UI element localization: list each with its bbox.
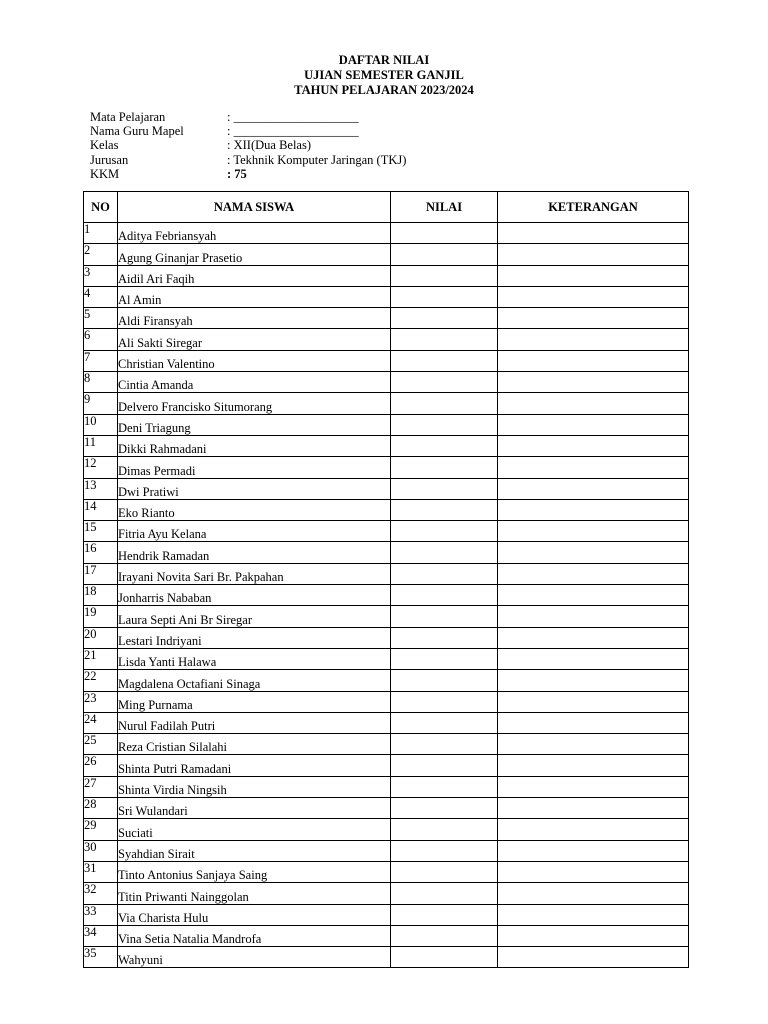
table-row <box>84 499 689 520</box>
score-cell <box>391 585 498 606</box>
score-cell <box>391 223 498 244</box>
student-name: Deni Triagung <box>118 414 391 435</box>
row-number: 2 <box>84 244 118 265</box>
notes-cell <box>498 265 689 286</box>
row-number: 33 <box>84 904 118 925</box>
score-cell <box>391 350 498 371</box>
row-number: 14 <box>84 499 118 520</box>
score-cell <box>391 478 498 499</box>
notes-cell <box>498 670 689 691</box>
table-row <box>84 904 689 925</box>
info-value: : ____________________ <box>227 110 359 124</box>
student-name: Fitria Ayu Kelana <box>118 521 391 542</box>
score-cell <box>391 734 498 755</box>
student-name: Via Charista Hulu <box>118 904 391 925</box>
student-name: Vina Setia Natalia Mandrofa <box>118 925 391 946</box>
score-cell <box>391 244 498 265</box>
notes-cell <box>498 585 689 606</box>
info-label: Kelas <box>90 138 119 153</box>
score-cell <box>391 861 498 882</box>
notes-cell <box>498 776 689 797</box>
table-row <box>84 883 689 904</box>
row-number: 22 <box>84 670 118 691</box>
info-label: Jurusan <box>90 152 129 167</box>
row-number: 24 <box>84 712 118 733</box>
score-cell <box>391 712 498 733</box>
row-number: 23 <box>84 691 118 712</box>
notes-cell <box>498 606 689 627</box>
notes-cell <box>498 798 689 819</box>
notes-cell <box>498 712 689 733</box>
score-cell <box>391 819 498 840</box>
score-cell <box>391 840 498 861</box>
notes-cell <box>498 414 689 435</box>
table-row <box>84 840 689 861</box>
row-number: 25 <box>84 734 118 755</box>
row-number: 11 <box>84 435 118 456</box>
row-number: 35 <box>84 947 118 968</box>
row-number: 3 <box>84 265 118 286</box>
table-row <box>84 350 689 371</box>
score-cell <box>391 947 498 968</box>
info-row-subject <box>90 110 406 124</box>
document-title: DAFTAR NILAI <box>338 53 430 67</box>
student-name: Magdalena Octafiani Sinaga <box>118 670 391 691</box>
student-name: Suciati <box>118 819 391 840</box>
notes-cell <box>498 223 689 244</box>
notes-cell <box>498 478 689 499</box>
student-name: Aidil Ari Faqih <box>118 265 391 286</box>
row-number: 17 <box>84 563 118 584</box>
student-name: Titin Priwanti Nainggolan <box>118 883 391 904</box>
score-cell <box>391 414 498 435</box>
notes-cell <box>498 627 689 648</box>
row-number: 18 <box>84 585 118 606</box>
document-header <box>0 53 768 98</box>
notes-cell <box>498 308 689 329</box>
table-row <box>84 414 689 435</box>
student-name: Aditya Febriansyah <box>118 223 391 244</box>
notes-cell <box>498 350 689 371</box>
student-name: Al Amin <box>118 286 391 307</box>
info-label: Nama Guru Mapel <box>90 124 184 139</box>
notes-cell <box>498 244 689 265</box>
student-name: Eko Rianto <box>118 499 391 520</box>
score-cell <box>391 904 498 925</box>
info-value: : XII(Dua Belas) <box>227 138 311 153</box>
notes-cell <box>498 734 689 755</box>
student-name: Hendrik Ramadan <box>118 542 391 563</box>
table-row <box>84 734 689 755</box>
score-cell <box>391 776 498 797</box>
table-row <box>84 244 689 265</box>
notes-cell <box>498 840 689 861</box>
notes-cell <box>498 457 689 478</box>
row-number: 15 <box>84 521 118 542</box>
row-number: 1 <box>84 223 118 244</box>
table-row <box>84 585 689 606</box>
row-number: 16 <box>84 542 118 563</box>
notes-cell <box>498 542 689 563</box>
table-header-row <box>84 192 689 223</box>
row-number: 20 <box>84 627 118 648</box>
student-name: Dwi Pratiwi <box>118 478 391 499</box>
table-row <box>84 819 689 840</box>
student-name: Cintia Amanda <box>118 372 391 393</box>
notes-cell <box>498 435 689 456</box>
table-row <box>84 648 689 669</box>
table-row <box>84 478 689 499</box>
table-row <box>84 563 689 584</box>
student-name: Reza Cristian Silalahi <box>118 734 391 755</box>
row-number: 4 <box>84 286 118 307</box>
table-row <box>84 755 689 776</box>
notes-cell <box>498 755 689 776</box>
table-row <box>84 861 689 882</box>
table-body <box>84 223 689 968</box>
score-cell <box>391 670 498 691</box>
row-number: 12 <box>84 457 118 478</box>
info-row-class <box>90 138 406 152</box>
score-cell <box>391 627 498 648</box>
score-cell <box>391 883 498 904</box>
row-number: 27 <box>84 776 118 797</box>
student-name: Irayani Novita Sari Br. Pakpahan <box>118 563 391 584</box>
student-name: Syahdian Sirait <box>118 840 391 861</box>
score-cell <box>391 393 498 414</box>
score-cell <box>391 286 498 307</box>
row-number: 5 <box>84 308 118 329</box>
score-cell <box>391 457 498 478</box>
notes-cell <box>498 648 689 669</box>
grades-table <box>83 191 689 968</box>
notes-cell <box>498 819 689 840</box>
student-name: Dikki Rahmadani <box>118 435 391 456</box>
row-number: 8 <box>84 372 118 393</box>
table-row <box>84 670 689 691</box>
table-row <box>84 542 689 563</box>
table-row <box>84 265 689 286</box>
score-cell <box>391 648 498 669</box>
column-header-no: NO <box>84 192 118 223</box>
row-number: 29 <box>84 819 118 840</box>
info-row-teacher <box>90 124 406 138</box>
table-row <box>84 798 689 819</box>
table-row <box>84 606 689 627</box>
row-number: 13 <box>84 478 118 499</box>
academic-year-title: TAHUN PELAJARAN 2023/2024 <box>294 83 474 97</box>
student-name: Ali Sakti Siregar <box>118 329 391 350</box>
info-value: : Tekhnik Komputer Jaringan (TKJ) <box>227 152 407 167</box>
notes-cell <box>498 372 689 393</box>
score-cell <box>391 691 498 712</box>
student-name: Jonharris Nababan <box>118 585 391 606</box>
row-number: 31 <box>84 861 118 882</box>
notes-cell <box>498 947 689 968</box>
student-name: Lisda Yanti Halawa <box>118 648 391 669</box>
column-header-notes: KETERANGAN <box>498 192 689 223</box>
score-cell <box>391 521 498 542</box>
row-number: 28 <box>84 798 118 819</box>
student-name: Aldi Firansyah <box>118 308 391 329</box>
notes-cell <box>498 861 689 882</box>
student-name: Dimas Permadi <box>118 457 391 478</box>
score-cell <box>391 435 498 456</box>
table-row <box>84 393 689 414</box>
table-row <box>84 776 689 797</box>
student-name: Wahyuni <box>118 947 391 968</box>
student-name: Shinta Putri Ramadani <box>118 755 391 776</box>
notes-cell <box>498 393 689 414</box>
table-row <box>84 286 689 307</box>
row-number: 9 <box>84 393 118 414</box>
row-number: 32 <box>84 883 118 904</box>
student-name: Laura Septi Ani Br Siregar <box>118 606 391 627</box>
info-row-major <box>90 153 406 167</box>
row-number: 34 <box>84 925 118 946</box>
notes-cell <box>498 521 689 542</box>
student-name: Shinta Virdia Ningsih <box>118 776 391 797</box>
column-header-name: NAMA SISWA <box>118 192 391 223</box>
score-cell <box>391 372 498 393</box>
table-row <box>84 223 689 244</box>
student-name: Tinto Antonius Sanjaya Saing <box>118 861 391 882</box>
table-row <box>84 627 689 648</box>
notes-cell <box>498 925 689 946</box>
score-cell <box>391 925 498 946</box>
row-number: 10 <box>84 414 118 435</box>
info-row-kkm <box>90 167 406 181</box>
notes-cell <box>498 329 689 350</box>
notes-cell <box>498 286 689 307</box>
score-cell <box>391 499 498 520</box>
student-name: Agung Ginanjar Prasetio <box>118 244 391 265</box>
row-number: 7 <box>84 350 118 371</box>
table-row <box>84 947 689 968</box>
notes-cell <box>498 904 689 925</box>
score-cell <box>391 542 498 563</box>
student-name: Nurul Fadilah Putri <box>118 712 391 733</box>
table-row <box>84 521 689 542</box>
info-value: : 75 <box>227 166 247 181</box>
row-number: 21 <box>84 648 118 669</box>
info-value: : ____________________ <box>227 124 359 139</box>
score-cell <box>391 265 498 286</box>
student-name: Ming Purnama <box>118 691 391 712</box>
score-cell <box>391 563 498 584</box>
info-label: KKM <box>90 166 120 181</box>
notes-cell <box>498 691 689 712</box>
table-row <box>84 691 689 712</box>
table-row <box>84 435 689 456</box>
score-cell <box>391 798 498 819</box>
row-number: 26 <box>84 755 118 776</box>
student-name: Lestari Indriyani <box>118 627 391 648</box>
row-number: 30 <box>84 840 118 861</box>
column-header-score: NILAI <box>391 192 498 223</box>
document-subtitle: UJIAN SEMESTER GANJIL <box>304 68 464 82</box>
info-label: Mata Pelajaran <box>90 110 166 124</box>
score-cell <box>391 606 498 627</box>
notes-cell <box>498 563 689 584</box>
notes-cell <box>498 499 689 520</box>
student-name: Delvero Francisko Situmorang <box>118 393 391 414</box>
row-number: 6 <box>84 329 118 350</box>
table-row <box>84 712 689 733</box>
row-number: 19 <box>84 606 118 627</box>
score-cell <box>391 308 498 329</box>
notes-cell <box>498 883 689 904</box>
score-cell <box>391 329 498 350</box>
table-row <box>84 372 689 393</box>
table-row <box>84 457 689 478</box>
student-name: Christian Valentino <box>118 350 391 371</box>
table-row <box>84 925 689 946</box>
table-row <box>84 308 689 329</box>
student-name: Sri Wulandari <box>118 798 391 819</box>
table-row <box>84 329 689 350</box>
score-cell <box>391 755 498 776</box>
document-info <box>90 110 406 181</box>
